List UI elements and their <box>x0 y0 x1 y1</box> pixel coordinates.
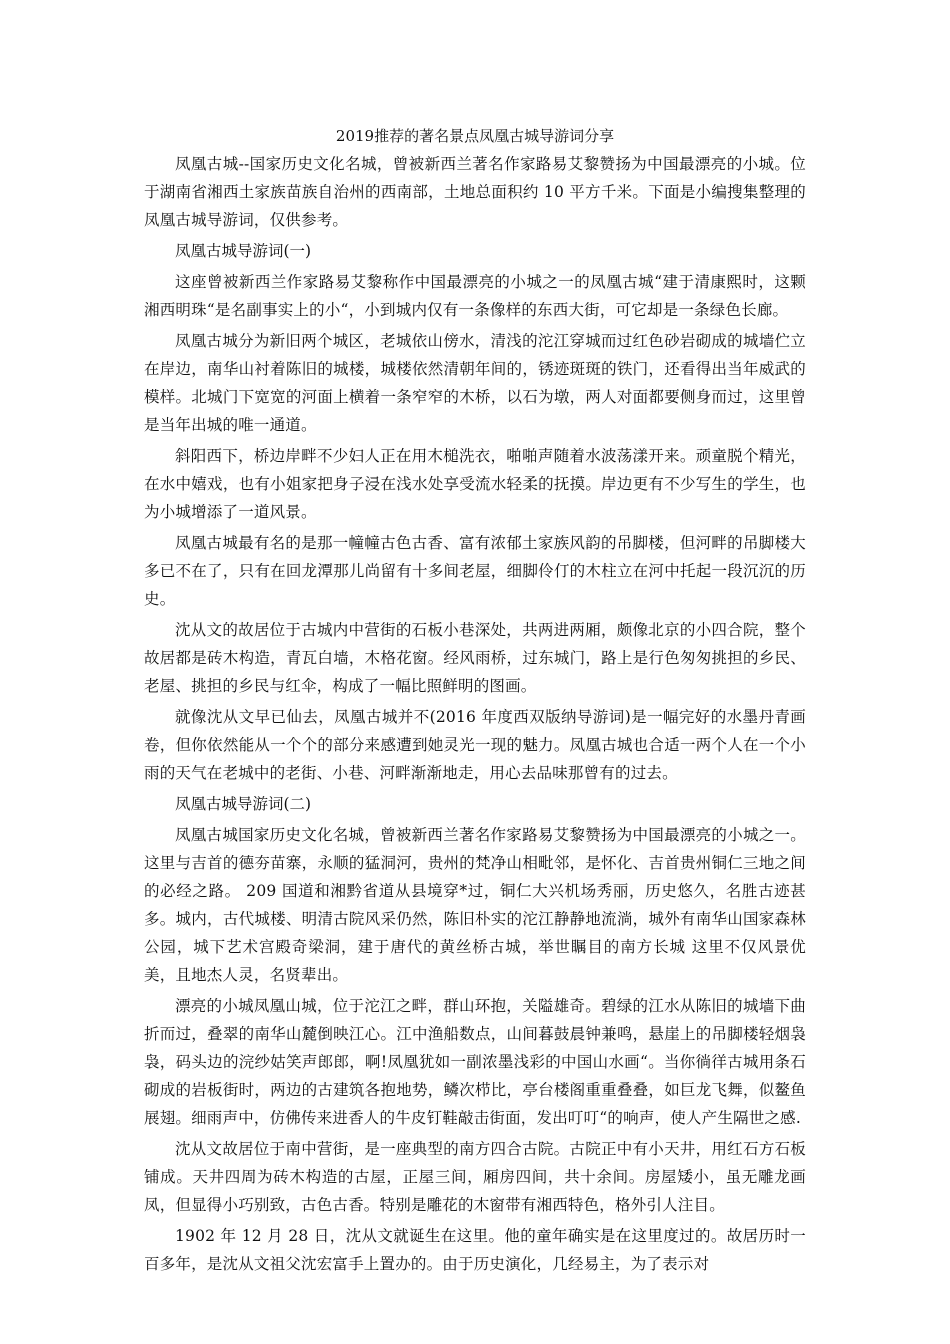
section1-paragraph: 凤凰古城分为新旧两个城区，老城依山傍水，清浅的沱江穿城而过红色砂岩砌成的城墙伫立在岸边，南华山衬着陈旧的城楼，城楼依然清朝年间的，锈迹斑斑的铁门，还看得出当年威武的模样。北城门下宽宽的河面上横着一条窄窄的木桥，以石为墩，两人对面都要侧身而过，这里曾是当年出城的唯一通道。 <box>144 332 806 434</box>
section1-paragraph: 凤凰古城最有名的是那一幢幢古色古香、富有浓郁土家族风韵的吊脚楼，但河畔的吊脚楼大多已不在了，只有在回龙潭那儿尚留有十多间老屋，细脚伶仃的木柱立在河中托起一段沉沉的历史。 <box>144 534 806 608</box>
section2-paragraph: 沈从文故居位于南中营街，是一座典型的南方四合古院。古院正中有小天井，用红石方石板铺成。天井四周为砖木构造的古屋，正屋三间，厢房四间，共十余间。房屋矮小，虽无雕龙画凤，但显得小巧别致，古色古香。特别是雕花的木窗带有湘西特色，格外引人注目。 <box>144 1140 806 1214</box>
section1-paragraph: 沈从文的故居位于古城内中营街的石板小巷深处，共两进两厢，颇像北京的小四合院，整个故居都是砖木构造，青瓦白墙，木格花窗。经风雨桥，过东城门，路上是行色匆匆挑担的乡民、老屋、挑担的乡民与红伞，构成了一幅比照鲜明的图画。 <box>144 621 806 695</box>
section2-paragraph: 漂亮的小城凤凰山城，位于沱江之畔，群山环抱，关隘雄奇。碧绿的江水从陈旧的城墙下曲折而过，叠翠的南华山麓倒映江心。江中渔船数点，山间暮鼓晨钟兼鸣，悬崖上的吊脚楼轻烟袅袅，码头边的浣纱姑笑声郎郎，啊!凤凰犹如一副浓墨浅彩的中国山水画“。当你徜徉古城用条石砌成的岩板街时，两边的古建筑各抱地势，鳞次栉比，亭台楼阁重重叠叠，如巨龙飞舞，似鳌鱼展翅。细雨声中，仿佛传来进香人的牛皮钉鞋敲击街面，发出叮叮“的响声，使人产生隔世之感. <box>144 997 806 1127</box>
section1-paragraph: 就像沈从文早已仙去，凤凰古城并不(2016 年度西双版纳导游词)是一幅完好的水墨丹青画卷，但你依然能从一个个的部分来感遭到她灵光一现的魅力。凤凰古城也合适一两个人在一个小雨的天气在老城中的老街、小巷、河畔渐渐地走，用心去品味那曾有的过去。 <box>144 708 806 782</box>
section-heading-2: 凤凰古城导游词(二) <box>175 795 312 813</box>
section2-paragraph: 1902 年 12 月 28 日，沈从文就诞生在这里。他的童年确实是在这里度过的。故居历时一百多年，是沈从文祖父沈宏富手上置办的。由于历史演化，几经易主，为了表示对 <box>144 1227 806 1273</box>
section1-paragraph: 斜阳西下，桥边岸畔不少妇人正在用木槌洗衣，啪啪声随着水波荡漾开来。顽童脱个精光，在水中嬉戏，也有小姐家把身子浸在浅水处享受流水轻柔的抚摸。岸边更有不少写生的学生，也为小城增添了一道风景。 <box>144 447 806 521</box>
section-heading-1: 凤凰古城导游词(一) <box>175 242 312 260</box>
document-title: 2019推荐的著名景点凤凰古城导游词分享 <box>335 127 615 145</box>
section2-paragraph: 凤凰古城国家历史文化名城，曾被新西兰著名作家路易艾黎赞扬为中国最漂亮的小城之一。这里与吉首的德夯苗寨，永顺的猛洞河，贵州的梵净山相毗邻，是怀化、吉首贵州铜仁三地之间的必经之路。 209 国道和湘黔省道从县境穿*过，铜仁大兴机场秀丽，历史悠久，名胜古迹甚多。城内，古代城楼、明清古院风采仍然，陈旧朴实的沱江静静地流淌，城外有南华山国家森林公园，城下艺术宫殿奇梁洞，建于唐代的黄丝桥古城，举世瞩目的南方长城 这里不仅风景优美，且地杰人灵，名贤辈出。 <box>144 826 806 984</box>
intro-paragraph: 凤凰古城--国家历史文化名城，曾被新西兰著名作家路易艾黎赞扬为中国最漂亮的小城。位于湖南省湘西土家族苗族自治州的西南部，土地总面积约 10 平方千米。下面是小编搜集整理的凤凰古城导游词，仅供参考。 <box>144 155 806 229</box>
document-page <box>144 123 806 1281</box>
section1-paragraph: 这座曾被新西兰作家路易艾黎称作中国最漂亮的小城之一的凤凰古城“建于清康熙时，这颗湘西明珠“是名副事实上的小“，小到城内仅有一条像样的东西大街，可它却是一条绿色长廊。 <box>144 273 806 319</box>
